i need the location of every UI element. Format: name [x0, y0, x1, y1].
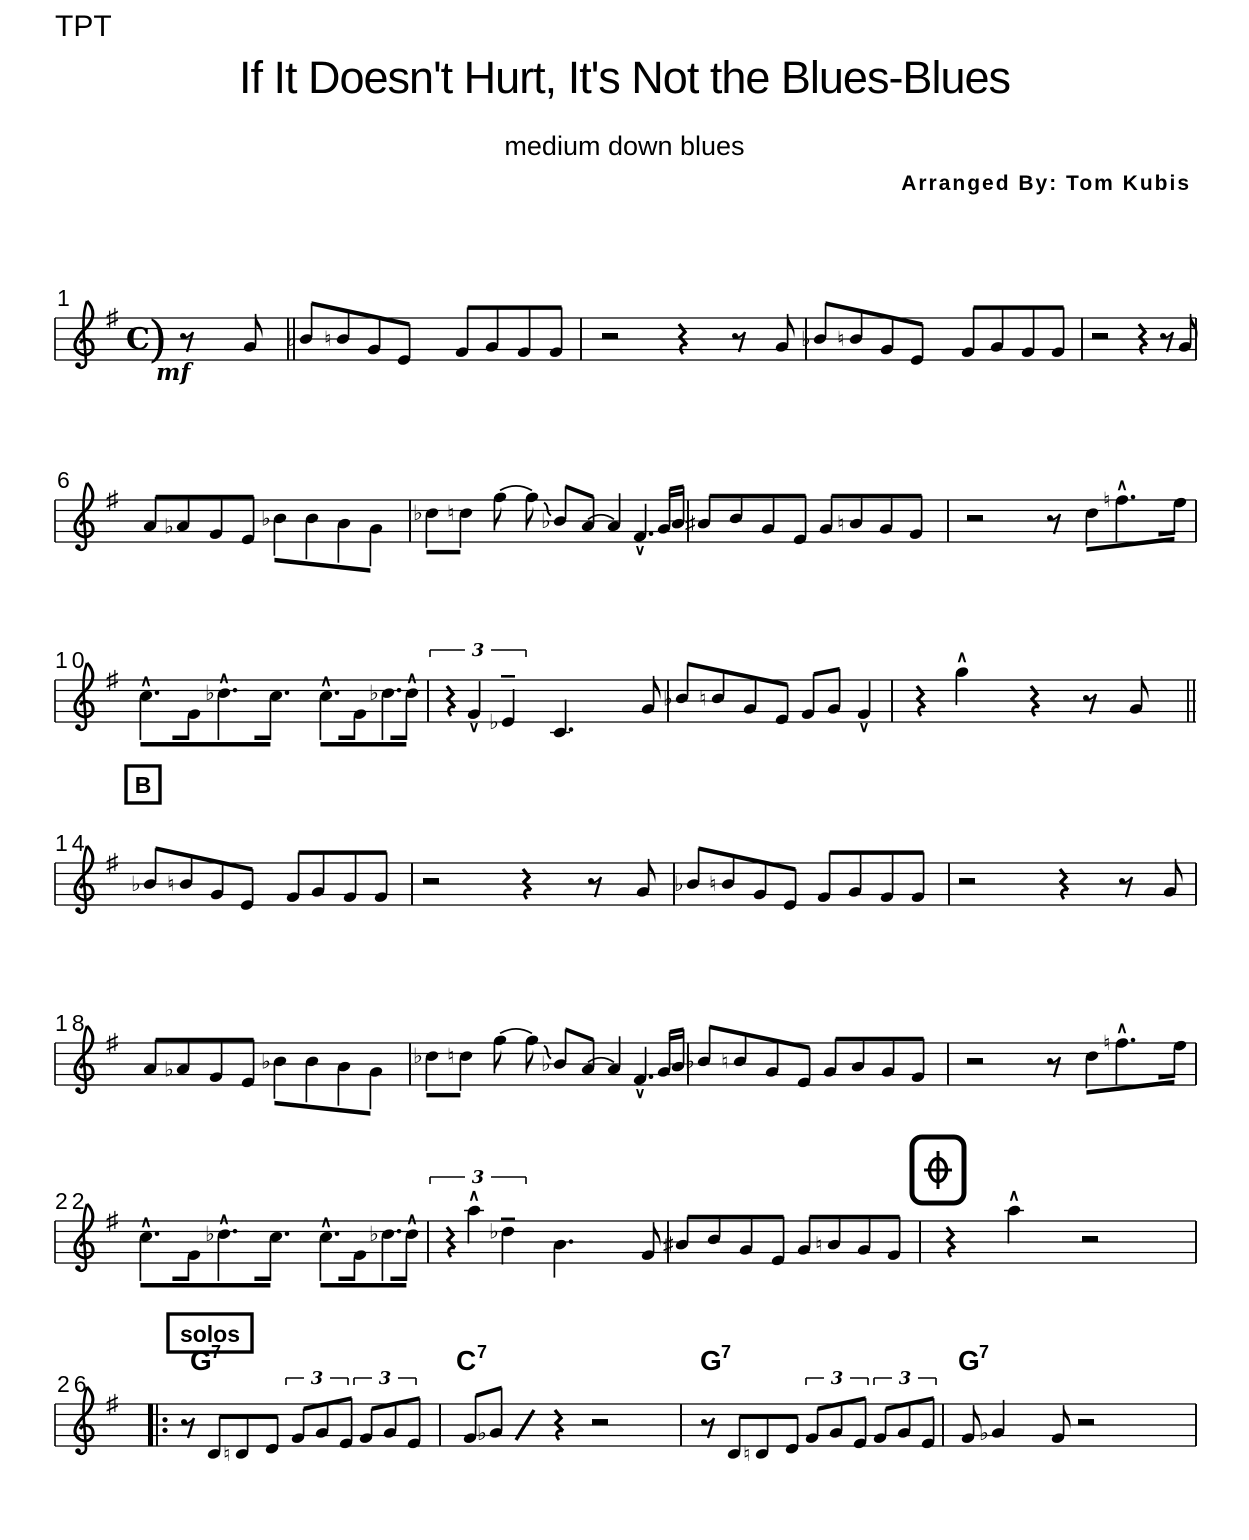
- svg-text:3: 3: [471, 640, 485, 661]
- svg-text:♮: ♮: [447, 1045, 455, 1069]
- svg-text:C: C: [126, 322, 150, 357]
- svg-text:C: C: [456, 1345, 477, 1376]
- part-label: TPT: [55, 10, 112, 43]
- svg-text:18: 18: [55, 1010, 89, 1036]
- svg-text:♭: ♭: [205, 1223, 215, 1247]
- svg-text:♭: ♭: [261, 1050, 271, 1074]
- svg-text:♯: ♯: [106, 666, 119, 694]
- coda-sign: [912, 1137, 964, 1203]
- svg-text:14: 14: [55, 830, 89, 856]
- svg-text:♭: ♭: [685, 1050, 695, 1074]
- chord-symbol: [190, 1342, 221, 1376]
- svg-text:♮: ♮: [324, 328, 332, 351]
- svg-text:♭: ♭: [205, 682, 215, 706]
- svg-text:∧: ∧: [140, 1213, 152, 1231]
- chord-symbol: [456, 1342, 487, 1376]
- page-title: If It Doesn't Hurt, It's Not the Blues-Blues: [238, 52, 1010, 103]
- svg-text:∨: ∨: [468, 719, 480, 737]
- svg-text:♯: ♯: [106, 486, 119, 514]
- svg-text:♭: ♭: [413, 1045, 423, 1069]
- staff-system-1: [55, 285, 1198, 386]
- svg-text:♮: ♮: [1103, 1032, 1111, 1055]
- svg-text:♭: ♭: [979, 1421, 989, 1445]
- svg-text:♮: ♮: [709, 873, 717, 896]
- svg-text:G: G: [190, 1345, 212, 1376]
- svg-text:♭: ♭: [541, 1053, 551, 1076]
- svg-text:♯: ♯: [106, 304, 119, 332]
- svg-text:∧: ∧: [1116, 477, 1128, 494]
- svg-text:♮: ♮: [721, 1050, 729, 1074]
- svg-text:♭: ♭: [489, 711, 499, 734]
- svg-text:solos: solos: [179, 1321, 241, 1347]
- svg-text:3: 3: [378, 1368, 392, 1389]
- svg-text:♭: ♭: [489, 1220, 499, 1244]
- svg-text:mf: mf: [156, 359, 191, 386]
- svg-text:6: 6: [57, 467, 74, 493]
- svg-text:3: 3: [310, 1368, 324, 1389]
- staff-system-22: [55, 1137, 1196, 1287]
- chord-symbol: [958, 1342, 989, 1376]
- svg-text:♭: ♭: [164, 515, 174, 539]
- svg-text:♭: ♭: [369, 1223, 379, 1247]
- svg-text:♭: ♭: [541, 510, 551, 533]
- svg-text:♯: ♯: [106, 1390, 119, 1418]
- svg-text:∧: ∧: [468, 1187, 480, 1205]
- svg-text:∧: ∧: [218, 1211, 230, 1229]
- svg-text:∨: ∨: [858, 719, 870, 737]
- chord-symbol: [700, 1342, 731, 1376]
- svg-text:♮: ♮: [699, 687, 707, 711]
- svg-text:♮: ♮: [815, 1233, 823, 1257]
- staff-system-6: [55, 467, 1196, 573]
- svg-text:∧: ∧: [1116, 1020, 1128, 1037]
- svg-text:3: 3: [830, 1368, 844, 1389]
- svg-text:∧: ∧: [956, 649, 968, 667]
- svg-text:B: B: [134, 772, 152, 798]
- staff-system-26: [55, 1314, 1196, 1466]
- svg-text:7: 7: [721, 1342, 732, 1362]
- svg-text:G: G: [958, 1345, 980, 1376]
- svg-text:∧: ∧: [1008, 1187, 1020, 1205]
- svg-text:∧: ∧: [406, 1211, 418, 1229]
- staff-system-14: [55, 830, 1196, 913]
- svg-text:∧: ∧: [140, 672, 152, 690]
- staff-system-18: [55, 1010, 1196, 1116]
- rehearsal-mark-B: [126, 766, 160, 803]
- svg-text:∧: ∧: [406, 670, 418, 688]
- svg-text:♮: ♮: [837, 328, 845, 351]
- svg-text:♯: ♯: [663, 1233, 674, 1257]
- svg-text:♮: ♮: [837, 512, 845, 536]
- svg-text:∨: ∨: [634, 541, 646, 559]
- svg-text:∨: ∨: [634, 1084, 646, 1102]
- svg-text:♯: ♯: [685, 512, 696, 536]
- svg-text:3: 3: [898, 1368, 912, 1389]
- svg-text:∧: ∧: [320, 1213, 332, 1231]
- svg-text:♭: ♭: [801, 328, 811, 351]
- svg-text:♭: ♭: [131, 873, 141, 896]
- svg-text:♮: ♮: [447, 502, 455, 526]
- svg-text:♭: ♭: [369, 682, 379, 706]
- svg-text:♭: ♭: [287, 328, 297, 351]
- svg-text:22: 22: [55, 1188, 89, 1214]
- svg-text:♭: ♭: [413, 502, 423, 526]
- svg-text:♯: ♯: [106, 1207, 119, 1235]
- svg-text:∧: ∧: [218, 670, 230, 688]
- svg-text:G: G: [700, 1345, 722, 1376]
- svg-text:♭: ♭: [477, 1421, 487, 1445]
- svg-text:10: 10: [55, 647, 89, 673]
- svg-text:3: 3: [471, 1167, 485, 1188]
- svg-text:♮: ♮: [743, 1442, 751, 1466]
- svg-text:♭: ♭: [663, 687, 673, 711]
- svg-text:♯: ♯: [106, 1029, 119, 1057]
- svg-text:♭: ♭: [261, 507, 271, 531]
- svg-text:7: 7: [211, 1342, 222, 1362]
- svg-text:∧: ∧: [320, 672, 332, 690]
- arranger-credit: Arranged By: Tom Kubis: [901, 172, 1191, 195]
- style-subtitle: medium down blues: [504, 131, 745, 161]
- staff-system-10: [55, 640, 1196, 803]
- svg-text:♮: ♮: [167, 873, 175, 896]
- svg-text:♮: ♮: [223, 1442, 231, 1466]
- svg-text:♭: ♭: [674, 873, 684, 896]
- svg-text:1: 1: [57, 285, 74, 311]
- svg-text:7: 7: [477, 1342, 488, 1362]
- svg-text:): ): [148, 310, 168, 368]
- svg-text:7: 7: [979, 1342, 990, 1362]
- svg-text:♮: ♮: [1103, 489, 1111, 512]
- svg-text:♭: ♭: [164, 1058, 174, 1082]
- svg-text:26: 26: [57, 1371, 91, 1397]
- svg-text:♯: ♯: [106, 849, 119, 877]
